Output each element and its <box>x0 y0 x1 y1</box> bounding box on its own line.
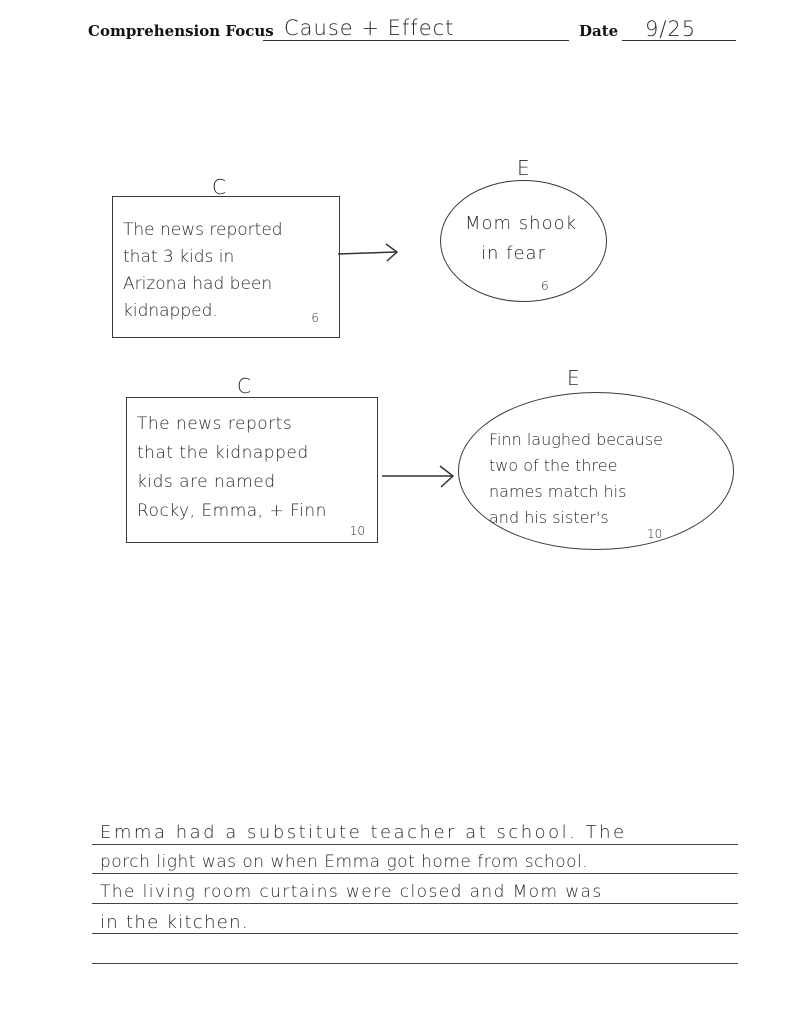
comprehension-focus-label: Comprehension Focus <box>88 22 274 40</box>
paragraph-line-3: The living room curtains were closed and Mom was <box>100 882 603 902</box>
date-label: Date <box>579 22 619 40</box>
cause-1-line-1: The news reported <box>123 220 283 240</box>
comprehension-focus-underline <box>263 40 569 41</box>
cause-1-page: 6 <box>311 311 319 325</box>
effect-2-line-4: and his sister's <box>489 508 609 527</box>
cause-2-line-2: that the kidnapped <box>137 443 309 463</box>
effect-oval-1 <box>440 180 607 302</box>
cause-1-line-2: that 3 kids in <box>123 247 235 267</box>
effect-1-line-2: in fear <box>481 243 546 264</box>
writing-rule-4 <box>92 933 738 934</box>
effect-label-2: E <box>567 366 580 390</box>
paragraph-line-1: Emma had a substitute teacher at school. The <box>100 822 627 843</box>
cause-2-page: 10 <box>349 524 365 538</box>
date-value: 9/25 <box>645 17 697 41</box>
paragraph-line-4: in the kitchen. <box>100 912 249 933</box>
cause-2-line-4: Rocky, Emma, + Finn <box>137 501 327 521</box>
effect-oval-2 <box>458 392 734 550</box>
cause-box-1 <box>112 196 340 338</box>
paragraph-line-2: porch light was on when Emma got home from school. <box>100 852 589 872</box>
effect-2-line-3: names match his <box>489 482 627 501</box>
writing-rule-1 <box>92 844 738 845</box>
effect-2-line-1: Finn laughed because <box>489 430 663 449</box>
cause-1-line-4: kidnapped. <box>123 301 218 321</box>
writing-rule-2 <box>92 873 738 874</box>
cause-1-line-3: Arizona had been <box>123 274 273 294</box>
arrow-1-icon <box>336 242 402 262</box>
comprehension-focus-value: Cause + Effect <box>284 16 455 40</box>
effect-2-line-2: two of the three <box>489 456 618 475</box>
effect-2-page: 10 <box>647 527 663 541</box>
cause-label-2: C <box>237 374 251 398</box>
effect-1-page: 6 <box>541 279 549 293</box>
writing-rule-5 <box>92 963 738 964</box>
cause-2-line-3: kids are named <box>137 472 276 492</box>
cause-2-line-1: The news reports <box>137 414 293 434</box>
cause-label-1: C <box>212 175 226 199</box>
arrow-2-icon <box>380 464 460 490</box>
effect-label-1: E <box>517 156 530 180</box>
cause-box-2 <box>126 397 378 543</box>
writing-rule-3 <box>92 903 738 904</box>
effect-1-line-1: Mom shook <box>465 213 578 234</box>
